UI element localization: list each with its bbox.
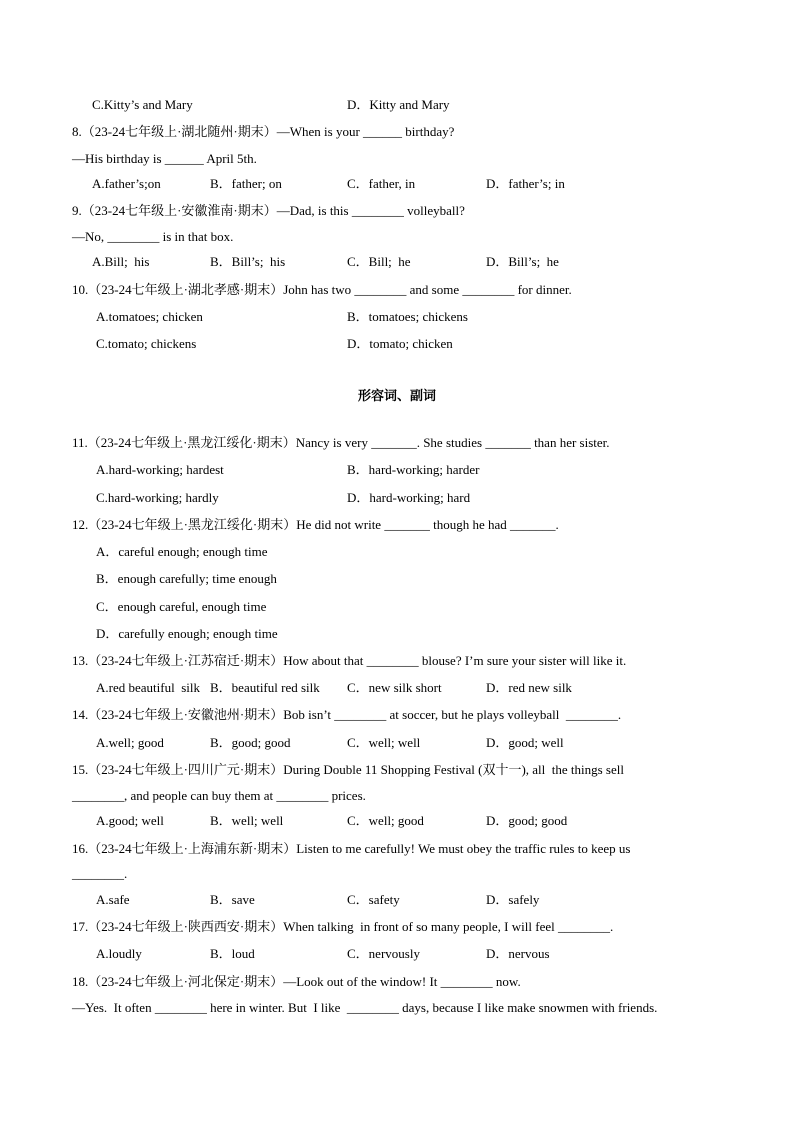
question-9-option-d: D．Bill’s; he [486,254,559,269]
question-13-option-a: A.red beautiful silk [96,680,200,695]
question-11-option-c: C.hard-working; hardly [96,490,219,505]
question-9-option-a: A.Bill; his [92,254,150,269]
question-16-stem-2: ________. [72,866,128,881]
question-10-option-b: B．tomatoes; chickens [347,309,468,324]
question-18-stem: 18.（23-24七年级上·河北保定·期末）—Look out of the window! It ________ now. [72,974,521,989]
question-15-option-b: B．well; well [210,813,284,828]
question-10-option-d: D．tomato; chicken [347,336,453,351]
question-12-option-a: A．careful enough; enough time [96,544,268,559]
question-9-option-c: C．Bill; he [347,254,411,269]
question-13-option-b: B．beautiful red silk [210,680,320,695]
question-9-stem-2: —No, ________ is in that box. [72,229,234,244]
question-17-option-a: A.loudly [96,946,142,961]
question-16-option-c: C．safety [347,892,400,907]
question-14-option-b: B．good; good [210,735,291,750]
question-16-option-a: A.safe [96,892,130,907]
question-8-stem-2: —His birthday is ______ April 5th. [72,151,257,166]
question-13-option-c: C．new silk short [347,680,442,695]
question-14-option-c: C．well; well [347,735,421,750]
question-17-option-b: B．loud [210,946,255,961]
question-15-stem: 15.（23-24七年级上·四川广元·期末）During Double 11 Shopping Festival (双十一), all the things sell [72,762,624,777]
question-12-stem: 12.（23-24七年级上·黑龙江绥化·期末）He did not write _______ though he had _______. [72,517,559,532]
question-13-option-d: D．red new silk [486,680,572,695]
question-8-option-d: D．father’s; in [486,176,565,191]
question-15-option-d: D．good; good [486,813,568,828]
question-11-option-a: A.hard-working; hardest [96,462,224,477]
question-8-option-b: B．father; on [210,176,282,191]
question-15-option-a: A.good; well [96,813,164,828]
question-18-stem-2: —Yes. It often ________ here in winter. But I like ________ days, because I like make snowmen with friends. [72,1000,658,1015]
question-14-option-d: D．good; well [486,735,564,750]
question-11-stem: 11.（23-24七年级上·黑龙江绥化·期末）Nancy is very _______. She studies _______ than her sister. [72,435,610,450]
question-15-stem-2: ________, and people can buy them at ________ prices. [72,788,366,803]
option-d: D．Kitty and Mary [347,97,450,112]
question-11-option-b: B．hard-working; harder [347,462,480,477]
section-title: 形容词、副词 [357,388,436,403]
question-17-stem: 17.（23-24七年级上·陕西西安·期末）When talking in front of so many people, I will feel ________. [72,919,614,934]
question-17-option-c: C．nervously [347,946,420,961]
question-13-stem: 13.（23-24七年级上·江苏宿迁·期末）How about that ________ blouse? I’m sure your sister will like it. [72,653,627,668]
question-10-stem: 10.（23-24七年级上·湖北孝感·期末）John has two ________ and some ________ for dinner. [72,282,572,297]
question-12-option-d: D．carefully enough; enough time [96,626,278,641]
question-17-option-d: D．nervous [486,946,550,961]
question-16-option-d: D．safely [486,892,540,907]
question-14-option-a: A.well; good [96,735,164,750]
question-9-option-b: B．Bill’s; his [210,254,286,269]
question-9-stem: 9.（23-24七年级上·安徽淮南·期末）—Dad, is this ________ volleyball? [72,203,465,218]
question-15-option-c: C．well; good [347,813,424,828]
question-16-option-b: B．save [210,892,255,907]
option-c: C.Kitty’s and Mary [92,97,193,112]
question-10-option-a: A.tomatoes; chicken [96,309,203,324]
question-8-option-a: A.father’s;on [92,176,161,191]
question-8-stem: 8.（23-24七年级上·湖北随州·期末）—When is your ______ birthday? [72,124,455,139]
question-14-stem: 14.（23-24七年级上·安徽池州·期末）Bob isn’t ________ at soccer, but he plays volleyball ________. [72,707,622,722]
question-10-option-c: C.tomato; chickens [96,336,197,351]
question-8-option-c: C．father, in [347,176,416,191]
question-12-option-c: C．enough careful, enough time [96,599,267,614]
question-11-option-d: D．hard-working; hard [347,490,471,505]
question-16-stem: 16.（23-24七年级上·上海浦东新·期末）Listen to me carefully! We must obey the traffic rules to keep us [72,841,631,856]
question-12-option-b: B．enough carefully; time enough [96,571,277,586]
